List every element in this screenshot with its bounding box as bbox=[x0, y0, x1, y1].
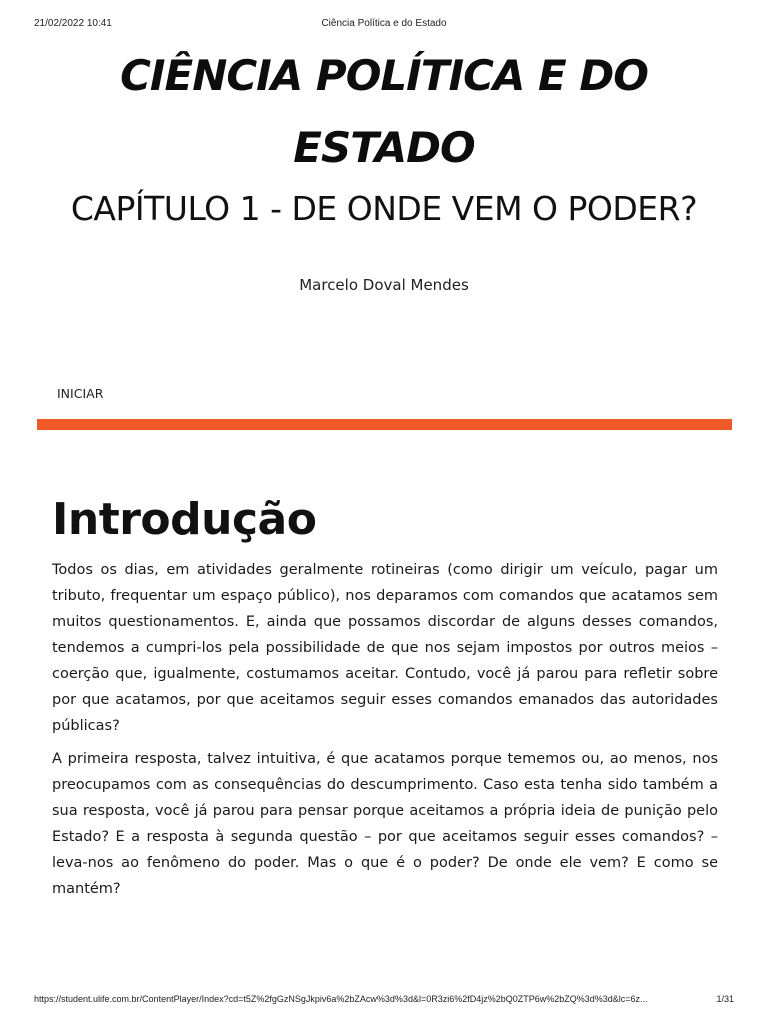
start-button[interactable]: INICIAR bbox=[57, 386, 104, 401]
accent-divider-bar bbox=[37, 419, 732, 430]
print-url: https://student.ulife.com.br/ContentPlayer/Index?cd=t5Z%2fgGzNSgJkpiv6a%2bZAcw%3d%3d&l=0R3zi6%2fD4jz%2bQ0ZTP6w%2bZQ%3d%3d&lc=6z... bbox=[34, 994, 648, 1004]
chapter-title: CAPÍTULO 1 - DE ONDE VEM O PODER? bbox=[70, 189, 698, 228]
print-header bbox=[0, 18, 768, 32]
section-heading: Introdução bbox=[52, 494, 317, 545]
author-name: Marcelo Doval Mendes bbox=[299, 276, 469, 294]
paragraph: A primeira resposta, talvez intuitiva, é que acatamos porque tememos ou, ao menos, nos preocupamos com as consequências do descumprimento. Caso esta tenha sido também a sua resposta, você já parou para pensar porque aceitamos a própria ideia de punição pelo Estado? E a resposta à segunda questão – por que aceitamos seguir esses comandos? – leva-nos ao fenômeno do poder. Mas o que é o poder? De onde ele vem? E como se mantém? bbox=[52, 751, 718, 897]
print-footer bbox=[0, 994, 768, 1008]
paragraph: Todos os dias, em atividades geralmente rotineiras (como dirigir um veículo, pagar um tributo, frequentar um espaço público), nos deparamos com comandos que acatamos sem muitos questionamentos. E, ainda que possamos discordar de alguns desses comandos, tendemos a cumpri-los pela possibilidade de que nos sejam impostos por outros meios – coerção que, igualmente, costumamos aceitar. Contudo, você já parou para refletir sobre por que acatamos, por que aceitamos seguir esses comandos emanados das autoridades públicas? bbox=[52, 562, 718, 734]
print-document-title: Ciência Política e do Estado bbox=[321, 18, 447, 29]
section-content bbox=[52, 557, 718, 909]
document-title: CIÊNCIA POLÍTICA E DO ESTADO bbox=[120, 51, 648, 172]
print-datetime: 21/02/2022 10:41 bbox=[34, 18, 112, 29]
page-number: 1/31 bbox=[716, 994, 734, 1004]
